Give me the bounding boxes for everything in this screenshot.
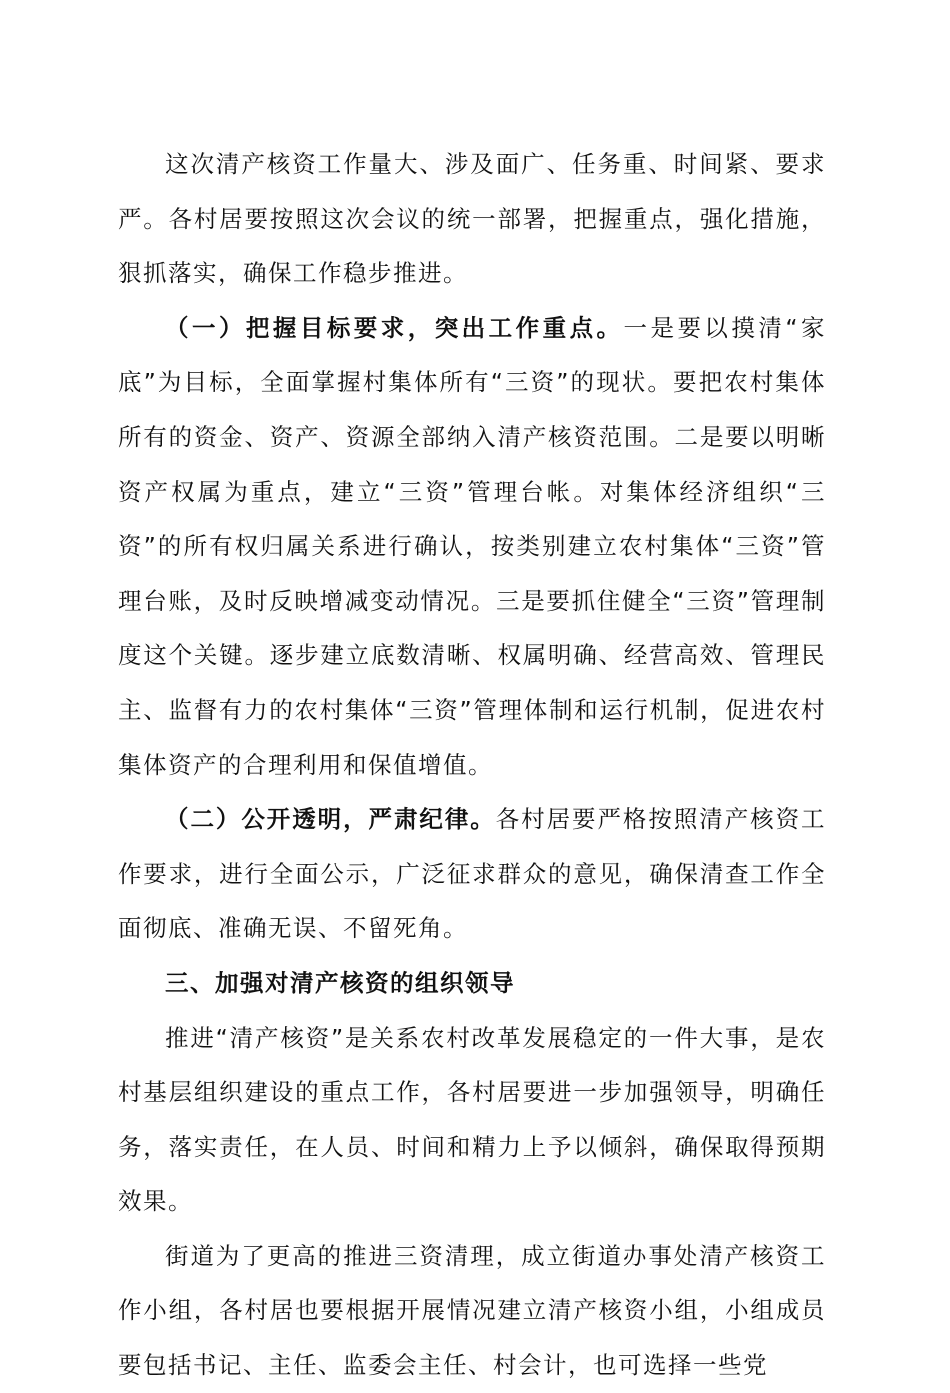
section-heading: 三、加强对清产核资的组织领导: [165, 968, 515, 997]
paragraph-transparency-lead: （二）公开透明，严肃纪律。: [165, 805, 496, 834]
paragraph-intro: [118, 137, 826, 301]
paragraph-transparency-text: 各村居要严格按照清产核资工作要求，进行全面公示，广泛征求群众的意见，确保清查工作全面彻底、准确无误、不留死角。: [118, 805, 827, 943]
paragraph-targets-text: 一是要以摸清“家底”为目标，全面掌握村集体所有“三资”的现状。要把农村集体所有的资金、资产、资源全部纳入清产核资范围。二是要以明晰资产权属为重点，建立“三资”管理台帐。对集体经济组织“三资”的所有权归属关系进行确认，按类别建立农村集体“三资”管理台账，及时反映增减变动情况。三是要抓住健全“三资”管理制度这个关键。逐步建立底数清晰、权属明确、经营高效、管理民主、监督有力的农村集体“三资”管理体制和运行机制，促进农村集体资产的合理利用和保值增值。: [118, 313, 826, 779]
paragraph-transparency: [118, 792, 826, 956]
paragraph-leadership: 推进“清产核资”是关系农村改革发展稳定的一件大事，是农村基层组织建设的重点工作，各村居要进一步加强领导，明确任务，落实责任，在人员、时间和精力上予以倾斜，确保取得预期效果。: [118, 1023, 826, 1216]
paragraph-targets: [118, 301, 826, 792]
paragraph-working-group: 街道为了更高的推进三资清理，成立街道办事处清产核资工作小组，各村居也要根据开展情况建立清产核资小组，小组成员要包括书记、主任、监委会主任、村会计，也可选择一些党: [118, 1241, 826, 1380]
paragraph-targets-lead: （一）把握目标要求，突出工作重点。: [165, 313, 624, 342]
document-body: [118, 137, 826, 1393]
paragraph-intro-text: 这次清产核资工作量大、涉及面广、任务重、时间紧、要求严。各村居要按照这次会议的统一部署，把握重点，强化措施，狠抓落实，确保工作稳步推进。: [118, 150, 826, 288]
